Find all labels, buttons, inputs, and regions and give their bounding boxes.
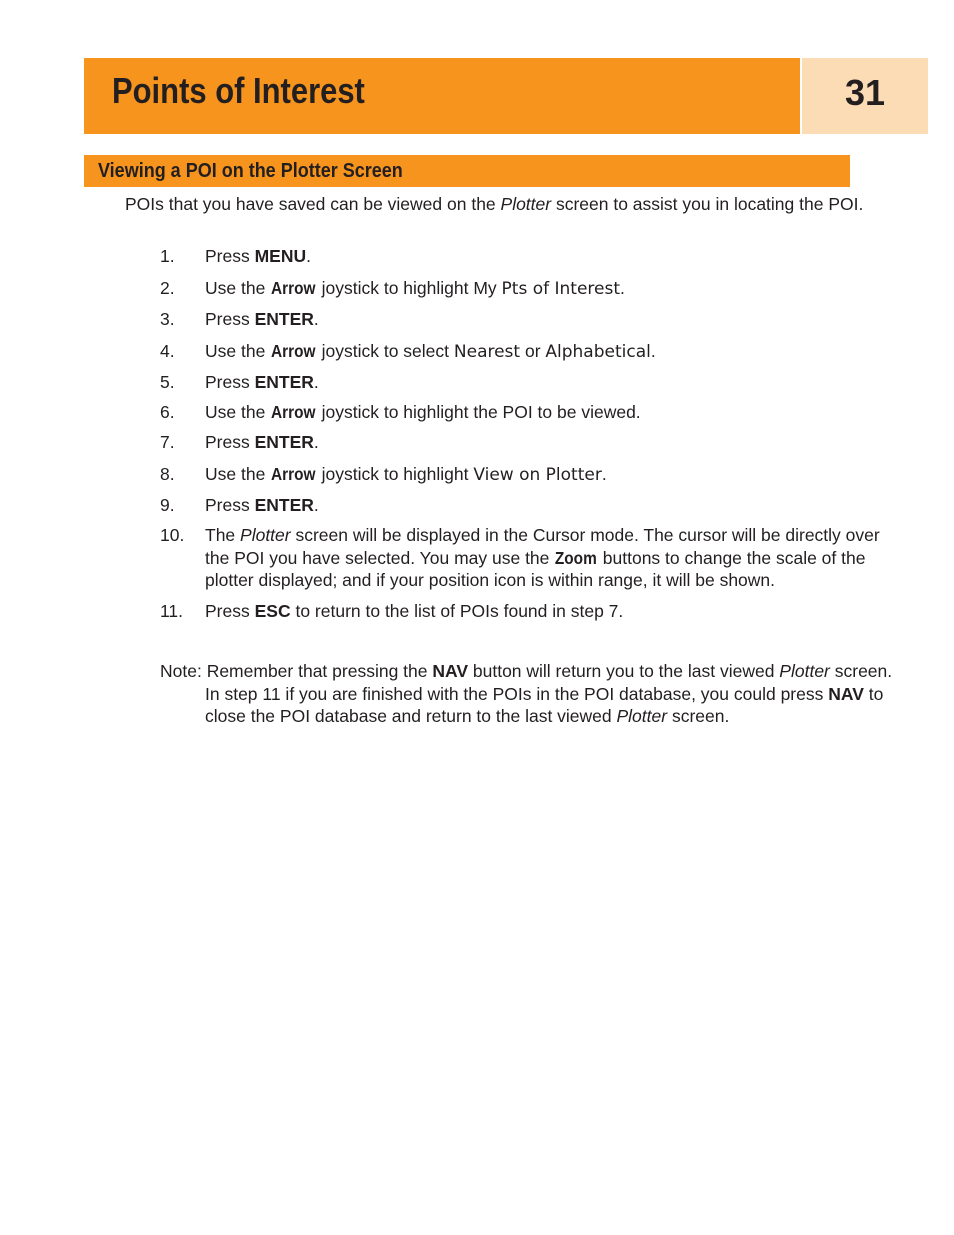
chapter-header [84,58,800,134]
step-5: 5. Press ENTER. [160,372,319,392]
intro-paragraph: POIs that you have saved can be viewed on the Plotter screen to assist you in locating the POI. [125,194,864,214]
step-9: 9. Press ENTER. [160,495,319,515]
section-header [84,155,850,187]
section-title: Viewing a POI on the Plotter Screen [98,160,403,182]
step-11: 11. Press ESC to return to the list of POIs found in step 7. [160,601,624,621]
step-6: 6. Use the Arrow joystick to highlight the POI to be viewed. [160,402,641,422]
step-4: 4. Use the Arrow joystick to select Nearest or Alphabetical. [160,341,656,362]
page-number: 31 [844,72,886,113]
step-1: 1. Press MENU. [160,246,312,266]
page-number-box [802,58,928,134]
step-8: 8. Use the Arrow joystick to highlight View on Plotter. [160,464,607,485]
step-10: 10. The Plotter screen will be displayed in the Cursor mode. The cursor will be directly over the POI you have selected. You may use the Zoom buttons to change the scale of the plotter displayed; and if your position icon is within range, it will be shown. [160,525,880,590]
step-7: 7. Press ENTER. [160,432,319,452]
step-2: 2. Use the Arrow joystick to highlight My Pts of Interest. [160,278,625,299]
chapter-title: Points of Interest [112,70,365,111]
step-3: 3. Press ENTER. [160,309,319,329]
note-paragraph: Note: Remember that pressing the NAV button will return you to the last viewed Plotter screen. In step 11 if you are finished with the POIs in the POI database, you could press NAV to close the POI database and return to the last viewed Plotter screen. [160,661,893,726]
